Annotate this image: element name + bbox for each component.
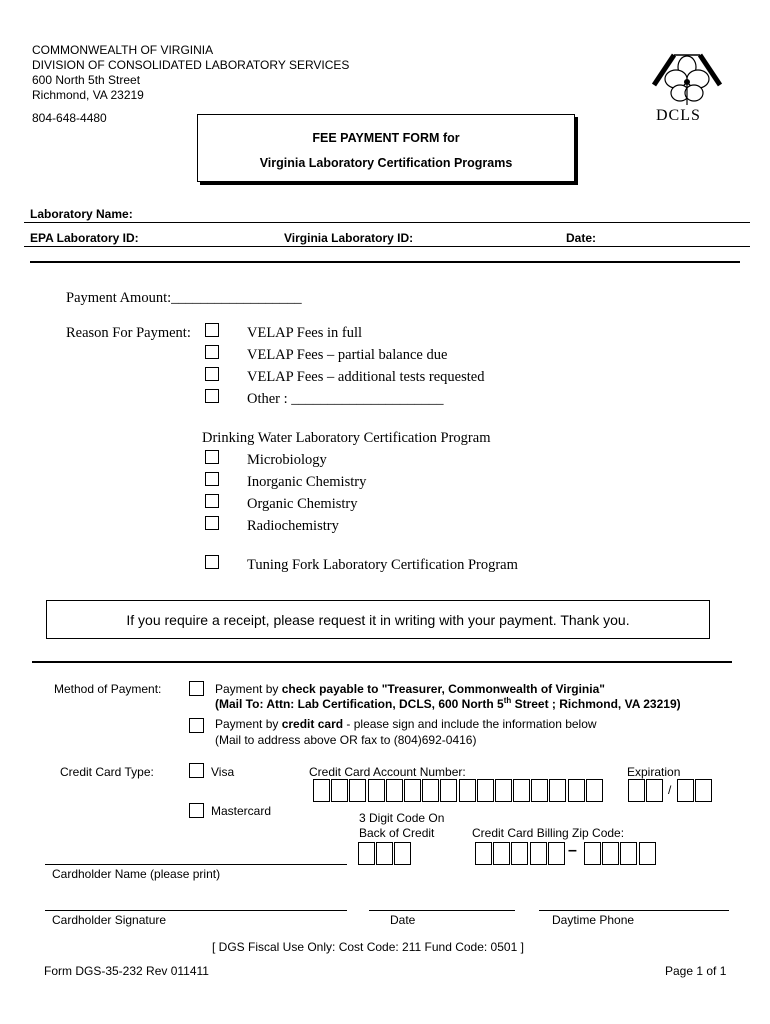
signature-date-label: Date <box>390 913 416 927</box>
division-name: DIVISION OF CONSOLIDATED LABORATORY SERVICES <box>32 58 350 72</box>
signature-label: Cardholder Signature <box>52 913 167 927</box>
account-number-label: Credit Card Account Number: <box>309 765 466 779</box>
expiration-year-input[interactable] <box>677 779 713 802</box>
microbiology-label: Microbiology <box>247 452 327 468</box>
address-city: Richmond, VA 23219 <box>32 88 144 102</box>
other-label: Other : _____________________ <box>247 391 444 407</box>
velap-partial-checkbox[interactable] <box>205 345 219 359</box>
tuning-fork-checkbox[interactable] <box>205 555 219 569</box>
lab-name-label: Laboratory Name: <box>30 207 133 221</box>
cvv-label-2: Back of Credit <box>359 826 435 840</box>
expiration-label: Expiration <box>627 765 681 779</box>
check-payment-text: Payment by check payable to "Treasurer, Commonwealth of Virginia" <box>215 682 605 696</box>
velap-full-label: VELAP Fees in full <box>247 325 363 341</box>
form-subtitle: Virginia Laboratory Certification Programs <box>259 156 513 170</box>
velap-additional-label: VELAP Fees – additional tests requested <box>247 369 485 385</box>
expiration-month-input[interactable] <box>628 779 664 802</box>
date-line[interactable] <box>369 910 515 911</box>
fiscal-use-note: [ DGS Fiscal Use Only: Cost Code: 211 Fund Code: 0501 ] <box>212 940 524 954</box>
receipt-note-box <box>46 600 710 639</box>
org-name: COMMONWEALTH OF VIRGINIA <box>32 43 214 57</box>
logo-text: DCLS <box>656 107 701 124</box>
cvv-input[interactable] <box>358 842 413 865</box>
section-divider <box>30 261 740 263</box>
lab-name-line[interactable] <box>24 222 750 223</box>
zip-dash: – <box>568 842 577 859</box>
expiration-separator: / <box>668 783 672 797</box>
zip-input-4[interactable] <box>584 842 657 865</box>
account-number-input[interactable] <box>313 779 604 802</box>
mastercard-label: Mastercard <box>211 804 272 818</box>
cardholder-name-line[interactable] <box>45 864 347 865</box>
reason-label: Reason For Payment: <box>66 325 191 341</box>
microbiology-checkbox[interactable] <box>205 450 219 464</box>
logo-flower-icon <box>648 45 726 107</box>
form-title: FEE PAYMENT FORM for <box>312 131 460 145</box>
form-id: Form DGS-35-232 Rev 011411 <box>44 964 209 978</box>
organic-label: Organic Chemistry <box>247 496 358 512</box>
title-box <box>197 114 575 182</box>
epa-id-label: EPA Laboratory ID: <box>30 231 139 245</box>
radiochemistry-label: Radiochemistry <box>247 518 339 534</box>
check-mail-address: (Mail To: Attn: Lab Certification, DCLS, 600 North 5th Street ; Richmond, VA 23219) <box>215 696 681 711</box>
phone-line[interactable] <box>539 910 729 911</box>
cvv-label-1: 3 Digit Code On <box>359 811 445 825</box>
velap-additional-checkbox[interactable] <box>205 367 219 381</box>
phone-number: 804-648-4480 <box>32 111 107 125</box>
dcls-logo <box>648 45 726 125</box>
mastercard-checkbox[interactable] <box>189 803 204 818</box>
zip-input-5[interactable] <box>475 842 566 865</box>
visa-checkbox[interactable] <box>189 763 204 778</box>
inorganic-checkbox[interactable] <box>205 472 219 486</box>
signature-line[interactable] <box>45 910 347 911</box>
credit-card-text: Payment by credit card - please sign and include the information below <box>215 717 597 731</box>
credit-card-mail: (Mail to address above OR fax to (804)692-0416) <box>215 733 477 747</box>
check-payment-checkbox[interactable] <box>189 681 204 696</box>
date-label: Date: <box>566 231 597 245</box>
daytime-phone-label: Daytime Phone <box>552 913 635 927</box>
visa-label: Visa <box>211 765 235 779</box>
tuning-fork-label: Tuning Fork Laboratory Certification Program <box>247 557 518 573</box>
zip-label: Credit Card Billing Zip Code: <box>472 826 625 840</box>
velap-full-checkbox[interactable] <box>205 323 219 337</box>
method-label: Method of Payment: <box>54 682 162 696</box>
other-checkbox[interactable] <box>205 389 219 403</box>
inorganic-label: Inorganic Chemistry <box>247 474 367 490</box>
page-number: Page 1 of 1 <box>665 964 727 978</box>
card-type-label: Credit Card Type: <box>60 765 154 779</box>
organic-checkbox[interactable] <box>205 494 219 508</box>
dw-program-label: Drinking Water Laboratory Certification Program <box>202 430 491 446</box>
cardholder-name-label: Cardholder Name (please print) <box>52 867 221 881</box>
va-id-label: Virginia Laboratory ID: <box>284 231 414 245</box>
address-street: 600 North 5th Street <box>32 73 141 87</box>
velap-partial-label: VELAP Fees – partial balance due <box>247 347 448 363</box>
credit-card-checkbox[interactable] <box>189 718 204 733</box>
lab-id-line[interactable] <box>24 246 750 247</box>
payment-amount-label: Payment Amount:__________________ <box>66 290 302 306</box>
method-divider <box>32 661 732 663</box>
receipt-note: If you require a receipt, please request it in writing with your payment. Thank you. <box>126 612 630 628</box>
radiochemistry-checkbox[interactable] <box>205 516 219 530</box>
